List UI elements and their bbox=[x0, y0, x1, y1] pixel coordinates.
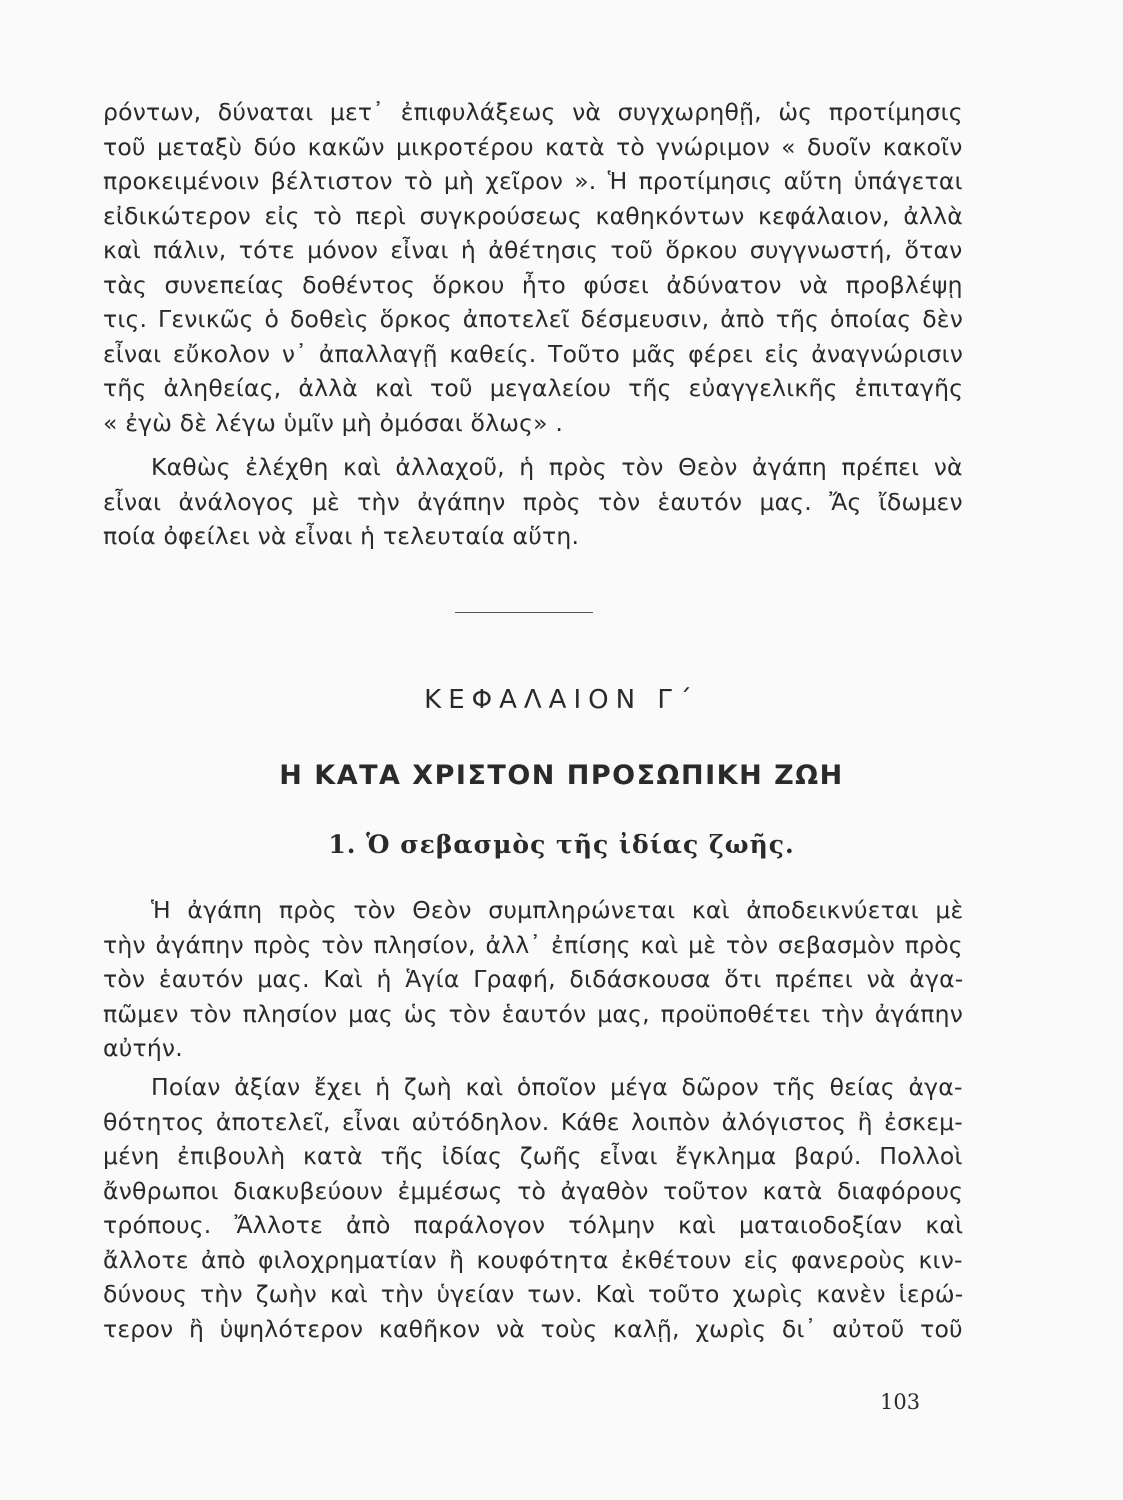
chapter-heading: ΚΕΦΑΛΑΙΟΝ Γ΄ bbox=[424, 685, 699, 715]
text-line: τοῦ μεταξὺ δύο κακῶν μικροτέρου κατὰ τὸ γνώριμον « δυοῖν κακοῖν bbox=[103, 132, 963, 161]
chapter-title: Η ΚΑΤΑ ΧΡΙΣΤΟΝ ΠΡΟΣΩΠΙΚΗ ΖΩΗ bbox=[279, 760, 844, 791]
text-line: τερον ἢ ὑψηλότερον καθῆκον νὰ τοὺς καλῇ, χωρὶς δι᾽ αὐτοῦ τοῦ bbox=[103, 1314, 963, 1343]
text-line: εἶναι εὔκολον ν᾽ ἀπαλλαγῇ καθείς. Τοῦτο μᾶς φέρει εἰς ἀναγνώρισιν bbox=[103, 339, 964, 368]
paragraph-oath bbox=[103, 95, 963, 440]
text-line: « ἐγὼ δὲ λέγω ὑμῖν μὴ ὀμόσαι ὅλως» . bbox=[103, 408, 564, 437]
text-line: δύνους τὴν ζωὴν καὶ τὴν ὑγείαν των. Καὶ τοῦτο χωρὶς κανὲν ἱερώ- bbox=[103, 1280, 964, 1308]
text-line: καὶ πάλιν, τότε μόνον εἶναι ἡ ἀθέτησις τοῦ ὅρκου συγγνωστή, ὅταν bbox=[103, 236, 963, 264]
page-number: 103 bbox=[880, 1390, 921, 1414]
text-line: ἄνθρωποι διακυβεύουν ἐμμέσως τὸ ἀγαθὸν τοῦτον κατὰ διαφόρους bbox=[103, 1176, 964, 1205]
paragraph-love-of-self bbox=[103, 450, 963, 554]
text-line: τῆς ἀληθείας, ἀλλὰ καὶ τοῦ μεγαλείου τῆς εὐαγγελικῆς ἐπιταγῆς bbox=[103, 374, 964, 402]
text-line: ποία ὀφείλει νὰ εἶναι ἡ τελευταία αὕτη. bbox=[103, 522, 580, 550]
text-line: τὴν ἀγάπην πρὸς τὸν πλησίον, ἀλλ᾽ ἐπίσης καὶ μὲ τὸν σεβασμὸν πρὸς bbox=[103, 930, 963, 959]
paragraph-text bbox=[103, 450, 963, 554]
text-line: εἶναι ἀνάλογος μὲ τὴν ἀγάπην πρὸς τὸν ἑαυτόν μας. Ἄς ἴδωμεν bbox=[103, 487, 963, 516]
paragraph-text bbox=[103, 893, 963, 1066]
text-line: Ἡ ἀγάπη πρὸς τὸν Θεὸν συμπληρώνεται καὶ ἀποδεικνύεται μὲ bbox=[151, 896, 964, 924]
text-line: αὐτήν. bbox=[103, 1034, 183, 1062]
paragraph-text bbox=[103, 1070, 963, 1346]
paragraph-respect bbox=[103, 893, 963, 1066]
text-line: προκειμένοιν βέλτιστον τὸ μὴ χεῖρον ». Ἡ προτίμησις αὕτη ὑπάγεται bbox=[103, 167, 963, 195]
text-line: μένη ἐπιβουλὴ κατὰ τῆς ἰδίας ζωῆς εἶναι ἔγκλημα βαρύ. Πολλοὶ bbox=[103, 1142, 963, 1170]
section-title: 1. Ὁ σεβασμὸς τῆς ἰδίας ζωῆς. bbox=[328, 830, 795, 859]
text-line: ρόντων, δύναται μετ᾽ ἐπιφυλάξεως νὰ συγχωρηθῇ, ὡς προτίμησις bbox=[103, 98, 963, 126]
text-line: τὰς συνεπείας δοθέντος ὅρκου ἦτο φύσει ἀδύνατον νὰ προβλέψῃ bbox=[103, 270, 963, 299]
text-line: Ποίαν ἀξίαν ἔχει ἡ ζωὴ καὶ ὁποῖον μέγα δῶρον τῆς θείας ἀγα- bbox=[151, 1073, 963, 1101]
text-line: τις. Γενικῶς ὁ δοθεὶς ὅρκος ἀποτελεῖ δέσμευσιν, ἀπὸ τῆς ὁποίας δὲν bbox=[103, 305, 964, 333]
paragraph-text bbox=[103, 95, 963, 440]
paragraph-value-of-life bbox=[103, 1070, 963, 1346]
text-line: εἰδικώτερον εἰς τὸ περὶ συγκρούσεως καθηκόντων κεφάλαιον, ἀλλὰ bbox=[103, 201, 963, 230]
text-line: τὸν ἑαυτόν μας. Καὶ ἡ Ἁγία Γραφή, διδάσκουσα ὅτι πρέπει νὰ ἀγα- bbox=[103, 965, 964, 993]
text-line: πῶμεν τὸν πλησίον μας ὡς τὸν ἑαυτόν μας, προϋποθέτει τὴν ἀγάπην bbox=[103, 999, 964, 1028]
text-line: θότητος ἀποτελεῖ, εἶναι αὐτόδηλον. Κάθε λοιπὸν ἀλόγιστος ἢ ἐσκεμ- bbox=[103, 1107, 963, 1136]
section-divider bbox=[455, 612, 593, 613]
text-line: ἄλλοτε ἀπὸ φιλοχρηματίαν ἢ κουφότητα ἐκθέτουν εἰς φανεροὺς κιν- bbox=[103, 1245, 963, 1274]
text-line: τρόπους. Ἄλλοτε ἀπὸ παράλογον τόλμην καὶ ματαιοδοξίαν καὶ bbox=[103, 1211, 964, 1239]
text-line: Καθὼς ἐλέχθη καὶ ἀλλαχοῦ, ἡ πρὸς τὸν Θεὸν ἀγάπη πρέπει νὰ bbox=[151, 453, 963, 481]
